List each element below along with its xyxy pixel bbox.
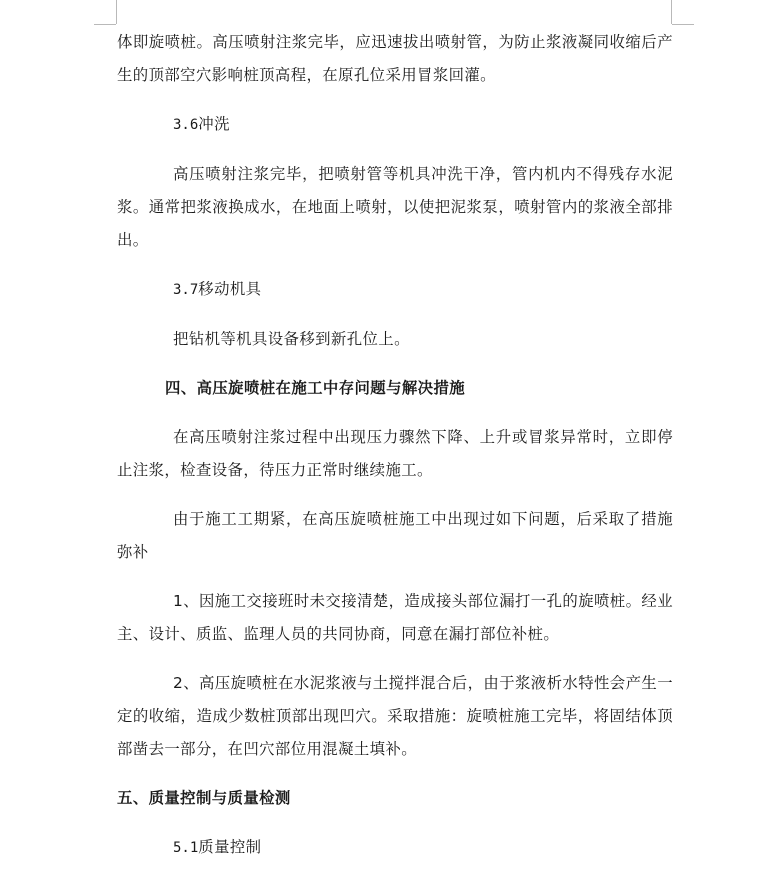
paragraph: 由于施工工期紧，在高压旋喷桩施工中出现过如下问题，后采取了措施弥补 (117, 510, 673, 561)
section-number: 5.1 (173, 840, 199, 856)
section-title: 移动机具 (198, 280, 262, 298)
section-heading: 五、质量控制与质量检测 (117, 789, 291, 807)
paragraph: 在高压喷射注浆过程中出现压力骤然下降、上升或冒浆异常时，立即停止注浆，检查设备，待压力正常时继续施工。 (117, 428, 673, 479)
margin-corner-mark (94, 24, 116, 25)
margin-corner-mark (671, 0, 672, 24)
document-body (117, 26, 673, 865)
section-title: 冲洗 (198, 115, 230, 133)
paragraph: 高压喷射注浆完毕，把喷射管等机具冲洗干净，管内机内不得残存水泥浆。通常把浆液换成水，在地面上喷射，以使把泥浆泵，喷射管内的浆液全部排出。 (117, 165, 673, 249)
margin-corner-mark (116, 0, 117, 24)
paragraph: 2、高压旋喷桩在水泥浆液与土搅拌混合后，由于浆液析水特性会产生一定的收缩，造成少数桩顶部出现凹穴。采取措施：旋喷桩施工完毕，将固结体顶部凿去一部分，在凹穴部位用混凝土填补。 (117, 674, 673, 758)
section-number: 3.7 (173, 282, 199, 298)
subsection-heading (117, 108, 673, 142)
subsection-heading (117, 831, 673, 865)
section-number: 3.6 (173, 117, 199, 133)
paragraph: 体即旋喷桩。高压喷射注浆完毕，应迅速拔出喷射管，为防止浆液凝同收缩后产生的顶部空穴影响桩顶高程，在原孔位采用冒浆回灌。 (117, 33, 673, 84)
section-heading: 四、高压旋喷桩在施工中存问题与解决措施 (165, 379, 466, 397)
paragraph: 把钻机等机具设备移到新孔位上。 (173, 330, 410, 348)
paragraph: 1、因施工交接班时未交接清楚，造成接头部位漏打一孔的旋喷桩。经业主、设计、质监、监理人员的共同协商，同意在漏打部位补桩。 (117, 592, 673, 643)
section-title: 质量控制 (198, 838, 262, 856)
margin-corner-mark (672, 24, 694, 25)
subsection-heading (117, 273, 673, 307)
